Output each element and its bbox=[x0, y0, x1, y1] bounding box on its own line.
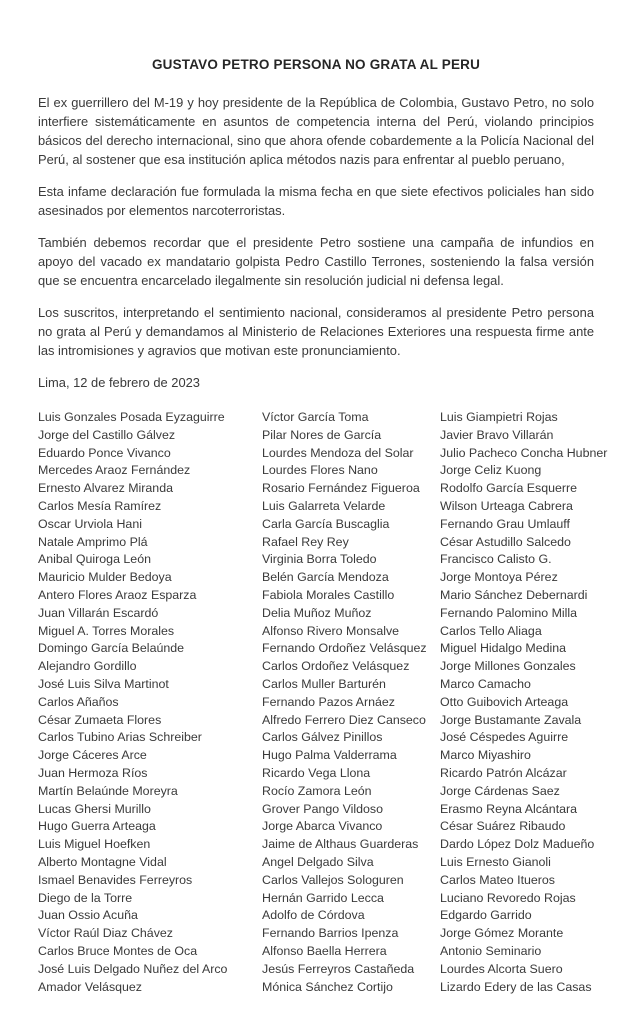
document-paragraph: Los suscritos, interpretando el sentimiento nacional, consideramos al presidente Petro persona no grata al Perú y demandamos al Ministerio de Relaciones Exteriores una respuesta firme ante las intromisiones y agravios que motivan este pronunciamiento. bbox=[38, 305, 594, 358]
signatory-name: Carlos Vallejos Sologuren bbox=[262, 872, 404, 887]
signatory-name: Rocío Zamora León bbox=[262, 783, 372, 798]
signatory-name: José Céspedes Aguirre bbox=[440, 730, 569, 745]
signatory-name: Javier Bravo Villarán bbox=[440, 427, 554, 442]
signatory-name: José Luis Silva Martinot bbox=[38, 676, 169, 691]
signatory-name: Luis Gonzales Posada Eyzaguirre bbox=[38, 410, 225, 424]
signatory-name: Mario Sánchez Debernardi bbox=[440, 587, 588, 602]
signatory-name: Carla García Buscaglia bbox=[262, 516, 390, 531]
signatory-name: Otto Guibovich Arteaga bbox=[440, 694, 569, 709]
signatory-name: César Zumaeta Flores bbox=[38, 712, 162, 727]
signatory-name: Lourdes Flores Nano bbox=[262, 463, 378, 478]
signatory-name: Carlos Gálvez Pinillos bbox=[262, 730, 383, 745]
signatory-name: Hugo Palma Valderrama bbox=[262, 748, 397, 763]
signatory-name: Oscar Urviola Hani bbox=[38, 516, 142, 531]
signatory-name: Amador Velásquez bbox=[38, 979, 143, 994]
signatories-list bbox=[38, 409, 608, 996]
signatory-name: Marco Camacho bbox=[440, 676, 531, 691]
signatory-name: Rodolfo García Esquerre bbox=[440, 481, 578, 496]
signatory-name: Carlos Mesía Ramírez bbox=[38, 498, 162, 513]
signatory-name: Luis Miguel Hoefken bbox=[38, 837, 151, 852]
signatory-name: Carlos Tello Aliaga bbox=[440, 623, 542, 638]
signatory-name: Fernando Pazos Arnáez bbox=[262, 694, 395, 709]
signatory-name: Belén García Mendoza bbox=[262, 570, 389, 585]
signatory-name: Jorge Cáceres Arce bbox=[38, 748, 147, 763]
signatory-name: Alfonso Baella Herrera bbox=[262, 943, 387, 958]
signatory-name: Fabiola Morales Castillo bbox=[262, 587, 395, 602]
signatory-name: Luis Giampietri Rojas bbox=[440, 410, 558, 424]
signatory-name: Wilson Urteaga Cabrera bbox=[440, 498, 573, 513]
signatory-name: Juan Ossio Acuña bbox=[38, 908, 138, 923]
signatory-name: Carlos Bruce Montes de Oca bbox=[38, 943, 198, 958]
signatory-name: Jorge del Castillo Gálvez bbox=[38, 427, 176, 442]
signatory-name: Jesús Ferreyros Castañeda bbox=[262, 961, 415, 976]
signatory-name: Jorge Celiz Kuong bbox=[440, 463, 542, 478]
signatory-name: Anibal Quiroga León bbox=[38, 552, 151, 567]
signatory-name: Natale Amprimo Plá bbox=[38, 534, 148, 549]
signatory-name: Juan Villarán Escardó bbox=[38, 605, 159, 620]
document-paragraph: También debemos recordar que el presidente Petro sostiene una campaña de infundios en apoyo del vacado ex mandatario golpista Pedro Castillo Terrones, sosteniendo la falsa versión que se encuentra encarcelado ilegalmente sin resolución judicial ni defensa legal. bbox=[38, 235, 594, 288]
signatory-name: Lizardo Edery de las Casas bbox=[440, 979, 592, 994]
signatory-name: Domingo García Belaúnde bbox=[38, 641, 185, 656]
signatory-name: Diego de la Torre bbox=[38, 890, 133, 905]
signatory-name: Alfredo Ferrero Diez Canseco bbox=[262, 712, 426, 727]
signatory-name: Mauricio Mulder Bedoya bbox=[38, 570, 172, 585]
signatory-name: Ricardo Vega Llona bbox=[262, 765, 371, 780]
signatory-name: Miguel A. Torres Morales bbox=[38, 623, 175, 638]
signatory-name: Martín Belaúnde Moreyra bbox=[38, 783, 178, 798]
signatory-name: Hugo Guerra Arteaga bbox=[38, 819, 156, 834]
signatory-name: Carlos Muller Barturén bbox=[262, 676, 386, 691]
signatory-name: Lourdes Mendoza del Solar bbox=[262, 445, 414, 460]
document-title: GUSTAVO PETRO PERSONA NO GRATA AL PERU bbox=[151, 57, 481, 72]
signatory-name: Víctor Raúl Diaz Chávez bbox=[38, 926, 173, 941]
signatory-name: Víctor García Toma bbox=[262, 410, 369, 424]
signatory-name: Carlos Tubino Arias Schreiber bbox=[38, 730, 202, 745]
signatory-name: Jorge Gómez Morante bbox=[440, 926, 564, 941]
signatory-name: César Astudillo Salcedo bbox=[440, 534, 571, 549]
signatory-name: Ernesto Alvarez Miranda bbox=[38, 481, 173, 496]
signatory-name: Jorge Bustamante Zavala bbox=[440, 712, 582, 727]
signatory-name: Marco Miyashiro bbox=[440, 748, 531, 763]
signatory-name: Fernando Grau Umlauff bbox=[440, 516, 570, 531]
signatory-name: Eduardo Ponce Vivanco bbox=[38, 445, 171, 460]
signatory-name: Lucas Ghersi Murillo bbox=[38, 801, 151, 816]
signatories-column-3 bbox=[440, 409, 607, 996]
signatory-name: Alejandro Gordillo bbox=[38, 659, 137, 674]
signatory-name: Erasmo Reyna Alcántara bbox=[440, 801, 578, 816]
signatory-name: Fernando Ordoñez Velásquez bbox=[262, 641, 427, 656]
signatory-name: Dardo López Dolz Madueño bbox=[440, 837, 595, 852]
signatory-name: Jorge Abarca Vivanco bbox=[262, 819, 383, 834]
signatory-name: Carlos Añaños bbox=[38, 694, 119, 709]
signatory-name: Jorge Millones Gonzales bbox=[440, 659, 576, 674]
signatory-name: Rosario Fernández Figueroa bbox=[262, 481, 420, 496]
signatory-name: Jorge Cárdenas Saez bbox=[440, 783, 560, 798]
signatory-name: Fernando Barrios Ipenza bbox=[262, 926, 399, 941]
signatory-name: Luis Galarreta Velarde bbox=[262, 498, 386, 513]
signatory-name: Carlos Mateo Itueros bbox=[440, 872, 556, 887]
signatory-name: Ismael Benavides Ferreyros bbox=[38, 872, 193, 887]
signatory-name: Antero Flores Araoz Esparza bbox=[38, 587, 197, 602]
signatory-name: José Luis Delgado Nuñez del Arco bbox=[38, 961, 228, 976]
signatory-name: Grover Pango Vildoso bbox=[262, 801, 383, 816]
signatory-name: Alberto Montagne Vidal bbox=[38, 854, 167, 869]
signatory-name: Luis Ernesto Gianoli bbox=[440, 854, 551, 869]
signatories-column-1 bbox=[38, 409, 262, 996]
signatory-name: Julio Pacheco Concha Hubner bbox=[440, 445, 608, 460]
signatory-name: Edgardo Garrido bbox=[440, 908, 532, 923]
signatory-name: Jorge Montoya Pérez bbox=[440, 570, 558, 585]
signatory-name: Mónica Sánchez Cortijo bbox=[262, 979, 393, 994]
signatory-name: Rafael Rey Rey bbox=[262, 534, 349, 549]
signatory-name: Carlos Ordoñez Velásquez bbox=[262, 659, 410, 674]
signatory-name: Antonio Seminario bbox=[440, 943, 542, 958]
signatory-name: Hernán Garrido Lecca bbox=[262, 890, 384, 905]
signatory-name: Mercedes Araoz Fernández bbox=[38, 463, 191, 478]
signatory-name: Fernando Palomino Milla bbox=[440, 605, 578, 620]
signatory-name: Francisco Calisto G. bbox=[440, 552, 552, 567]
signatory-name: Miguel Hidalgo Medina bbox=[440, 641, 567, 656]
signatory-name: Virginia Borra Toledo bbox=[262, 552, 377, 567]
signatory-name: Alfonso Rivero Monsalve bbox=[262, 623, 400, 638]
document-body bbox=[38, 93, 594, 360]
signatory-name: César Suárez Ribaudo bbox=[440, 819, 566, 834]
signatory-name: Luciano Revoredo Rojas bbox=[440, 890, 576, 905]
document-paragraph: El ex guerrillero del M-19 y hoy presidente de la República de Colombia, Gustavo Petro, no solo interfiere sistemáticamente en asuntos de competencia interna del Perú, violando principios básicos del derecho internacional, sino que ahora ofende cobardemente a la Policía Nacional del Perú, al sostener que esa institución aplica métodos nazis para enfrentar al pueblo peruano, bbox=[38, 95, 594, 167]
signatory-name: Angel Delgado Silva bbox=[262, 854, 374, 869]
signatories-column-2 bbox=[262, 409, 440, 996]
document-paragraph: Esta infame declaración fue formulada la misma fecha en que siete efectivos policiales han sido asesinados por elementos narcoterroristas. bbox=[38, 184, 594, 218]
signatory-name: Juan Hermoza Ríos bbox=[38, 765, 148, 780]
signatory-name: Ricardo Patrón Alcázar bbox=[440, 765, 567, 780]
signatory-name: Pilar Nores de García bbox=[262, 427, 382, 442]
signatory-name: Lourdes Alcorta Suero bbox=[440, 961, 563, 976]
dateline: Lima, 12 de febrero de 2023 bbox=[38, 375, 200, 390]
signatory-name: Adolfo de Córdova bbox=[262, 908, 365, 923]
signatory-name: Jaime de Althaus Guarderas bbox=[262, 837, 419, 852]
signatory-name: Delia Muñoz Muñoz bbox=[262, 605, 372, 620]
